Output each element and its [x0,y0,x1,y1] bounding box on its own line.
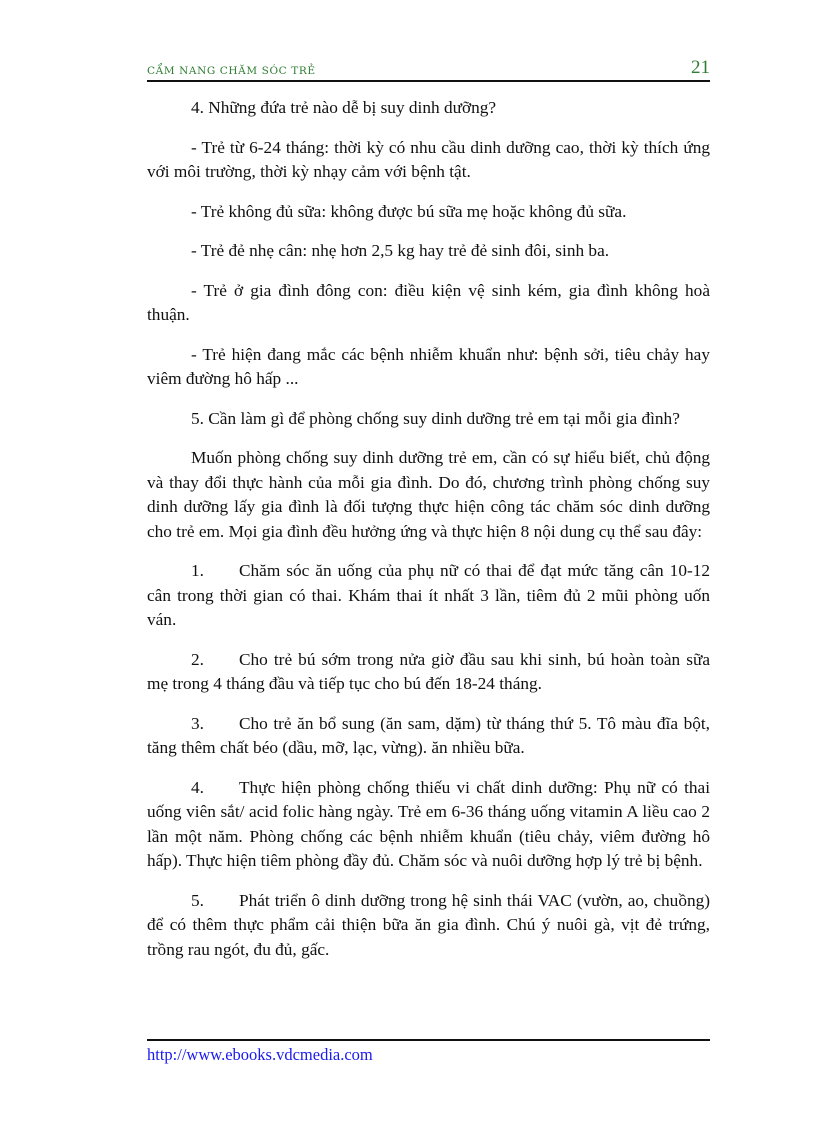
step-text: Phát triển ô dinh dưỡng trong hệ sinh thái VAC (vườn, ao, chuồng) để có thêm thực phẩm cải thiện bữa ăn gia đình. Chú ý nuôi gà, vịt đẻ trứng, trồng rau ngót, đu đủ, gấc. [147,890,710,959]
page-number: 21 [691,57,710,78]
step-item-4 [147,776,710,874]
step-item-3 [147,712,710,761]
q4-item-infection: - Trẻ hiện đang mắc các bệnh nhiễm khuẩn như: bệnh sởi, tiêu chảy hay viêm đường hô hấp ... [147,344,710,388]
step-number: 4. [191,777,204,797]
q4-item-milk: - Trẻ không đủ sữa: không được bú sữa mẹ hoặc không đủ sữa. [191,201,627,221]
q4-item-large-family: - Trẻ ở gia đình đông con: điều kiện vệ sinh kém, gia đình không hoà thuận. [147,280,710,324]
step-item-1 [147,559,710,633]
step-number: 5. [191,890,204,910]
step-number: 1. [191,561,204,580]
footer-divider [147,1039,710,1041]
q4-item-age: - Trẻ từ 6-24 tháng: thời kỳ có nhu cầu dinh dưỡng cao, thời kỳ thích ứng với môi trường, thời kỳ nhạy cảm với bệnh tật. [147,137,710,181]
footer-website-link[interactable]: http://www.ebooks.vdcmedia.com [147,1045,373,1064]
step-text: Chăm sóc ăn uống của phụ nữ có thai để đạt mức tăng cân 10-12 cân trong thời gian có thai. Khám thai ít nhất 3 lần, tiêm đủ 2 mũi phòng uốn ván. [147,561,710,629]
running-title: CẨM NANG CHĂM SÓC TRẺ [147,65,316,77]
step-text: Thực hiện phòng chống thiếu vi chất dinh dưỡng: Phụ nữ có thai uống viên sắt/ acid folic hàng ngày. Trẻ em 6-36 tháng uống vitamin A liều cao 2 lần một năm. Phòng chống các bệnh nhiễm khuẩn (tiêu chảy, viêm đường hô hấp). Thực hiện tiêm phòng đầy đủ. Chăm sóc và nuôi dưỡng hợp lý trẻ bị bệnh. [147,777,710,870]
step-number: 3. [191,713,204,733]
step-item-5 [147,889,710,963]
step-text: Cho trẻ bú sớm trong nửa giờ đầu sau khi sinh, bú hoàn toàn sữa mẹ trong 4 tháng đầu và tiếp tục cho bú đến 18-24 tháng. [147,649,710,693]
question-4-heading: 4. Những đứa trẻ nào dễ bị suy dinh dưỡng? [191,98,497,117]
page-header [147,58,710,82]
step-text: Cho trẻ ăn bổ sung (ăn sam, dặm) từ tháng thứ 5. Tô màu đĩa bột, tăng thêm chất béo (dầu, mỡ, lạc, vừng). ăn nhiều bữa. [147,713,710,757]
step-item-2 [147,648,710,697]
page-body [147,96,710,977]
step-number: 2. [191,649,204,669]
question-5-heading: 5. Cần làm gì để phòng chống suy dinh dưỡng trẻ em tại mỗi gia đình? [191,408,680,428]
q4-item-low-weight: - Trẻ đẻ nhẹ cân: nhẹ hơn 2,5 kg hay trẻ đẻ sinh đôi, sinh ba. [191,241,610,260]
q5-intro-paragraph: Muốn phòng chống suy dinh dưỡng trẻ em, cần có sự hiểu biết, chủ động và thay đổi thực hành của mỗi gia đình. Do đó, chương trình phòng chống suy dinh dưỡng lấy gia đình là đối tượng thực hiện công tác chăm sóc dinh dưỡng cho trẻ em. Mọi gia đình đều hưởng ứng và thực hiện 8 nội dung cụ thể sau đây: [147,448,710,541]
